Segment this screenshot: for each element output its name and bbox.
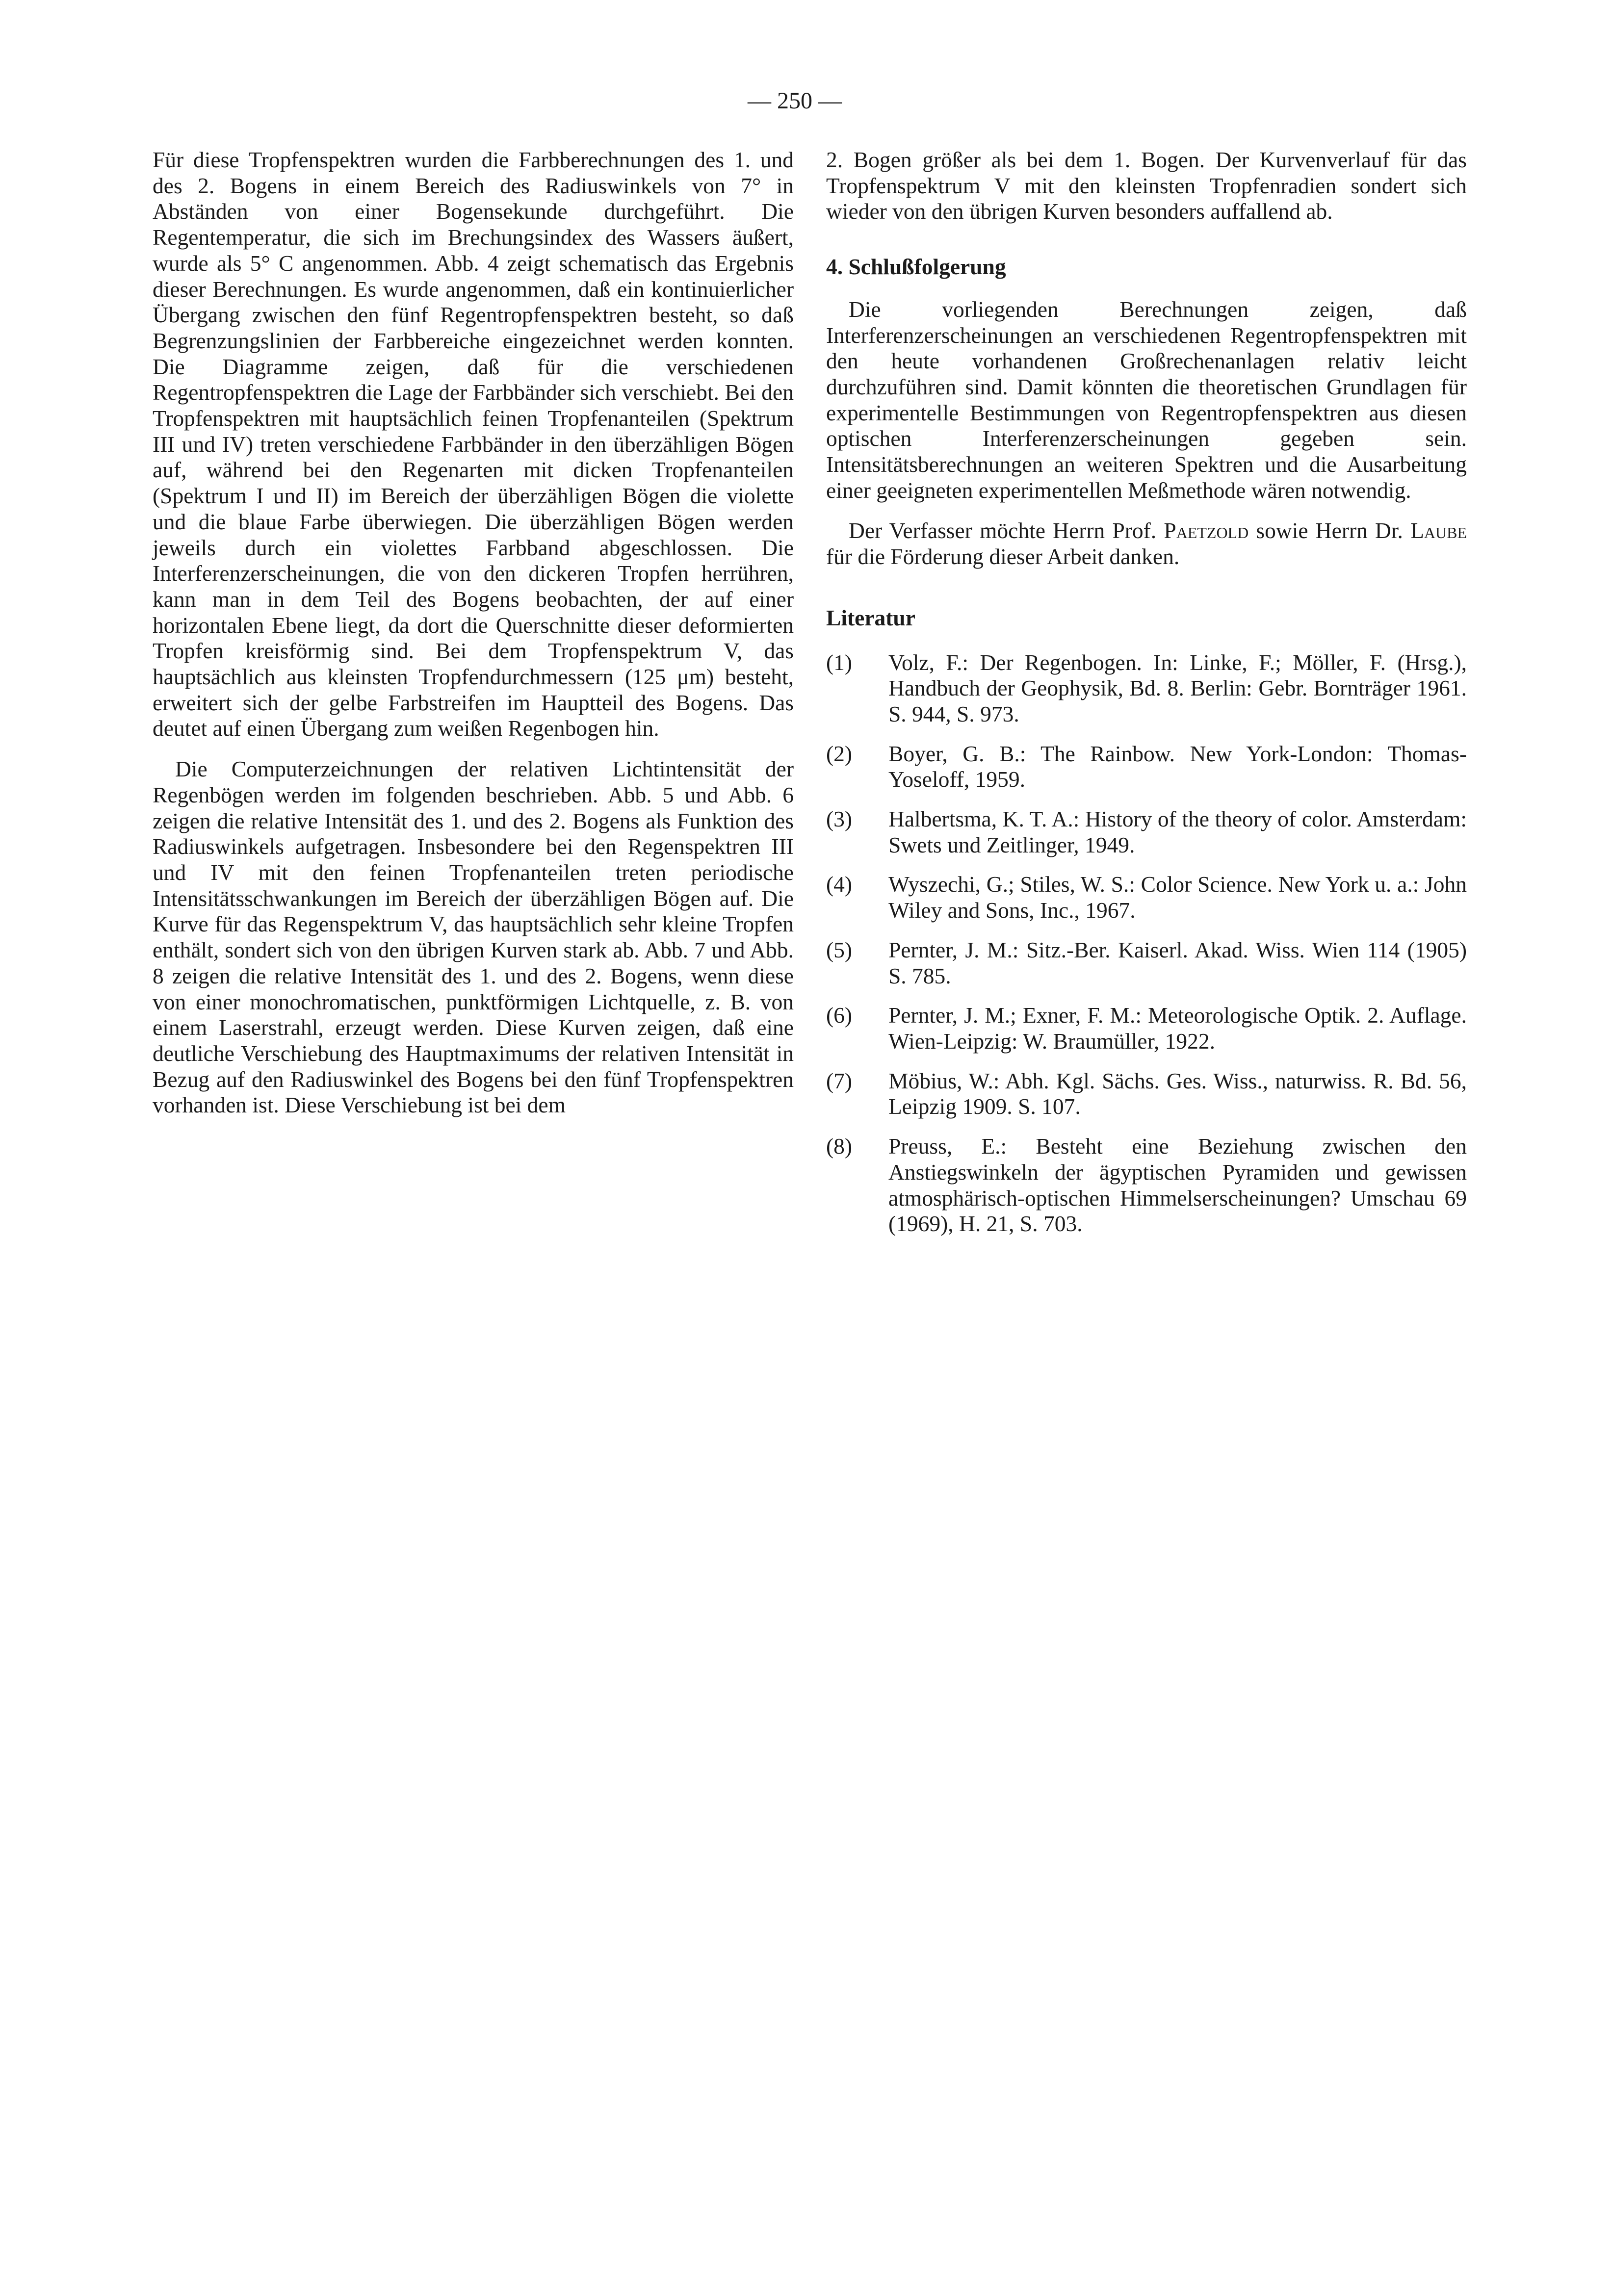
ack-name-paetzold: Paetzold [1164,518,1249,543]
reference-text: Möbius, W.: Abh. Kgl. Sächs. Ges. Wiss., naturwiss. R. Bd. 56, Leipzig 1909. S. 107. [888,1068,1467,1119]
body-paragraph-1: Für diese Tropfenspektren wurden die Farbberechnungen des 1. und des 2. Bogens in einem Bereich des Radiuswinkels von 7° in Abständen von einer Bogensekunde durchgeführt. Die Regentemperatur, die sich im Brechungsindex des Wassers äußert, wurde als 5° C angenommen. Abb. 4 zeigt schematisch das Ergebnis dieser Berechnungen. Es wurde angenommen, daß ein kontinuierlicher Übergang zwischen den fünf Regentropfenspektren besteht, so daß Begrenzungslinien der Farbbereiche eingezeichnet werden konnten. Die Diagramme zeigen, daß für die verschiedenen Regentropfenspektren die Lage der Farbbänder sich verschiebt. Bei den Tropfenspektren mit hauptsächlich feinen Tropfenanteilen (Spektrum III und IV) treten verschiedene Farbbänder in den überzähligen Bögen auf, während bei den Regenarten mit dicken Tropfenanteilen (Spektrum I und II) im Bereich der überzähligen Bögen die violette und die blaue Farbe überwiegen. Die überzähligen Bögen werden jeweils durch ein violettes Farbband abgeschlossen. Die Interferenzerscheinungen, die von den dickeren Tropfen herrühren, kann man in dem Teil des Bogens beobachten, der auf einer horizontalen Ebene liegt, da dort die Querschnitte dieser deformierten Tropfen kreisförmig sind. Bei dem Tropfenspektrum V, das hauptsächlich aus kleinsten Tropfendurchmessern (125 μm) besteht, erweitert sich der gelbe Farbstreifen im Hauptteil des Bogens. Das deutet auf einen Übergang zum weißen Regenbogen hin. [153,147,794,741]
reference-item [826,1134,1467,1237]
reference-text: Preuss, E.: Besteht eine Beziehung zwischen den Anstiegswinkeln der ägyptischen Pyramiden und gewissen atmosphärisch-optischen Himmelserscheinungen? Umschau 69 (1969), H. 21, S. 703. [888,1134,1467,1237]
reference-item [826,937,1467,989]
section-heading-conclusion: 4. Schlußfolgerung [826,254,1006,280]
ack-name-laube: Laube [1410,518,1467,543]
body-paragraph-2: Die Computerzeichnungen der relativen Lichtintensität der Regenbögen werden im folgenden beschrieben. Abb. 5 und Abb. 6 zeigen die relative Intensität des 1. und des 2. Bogens als Funktion des Radiuswinkels aufgetragen. Insbesondere bei den Regenspektren III und IV mit den feinen Tropfenanteilen treten periodische Intensitätsschwankungen im Bereich der überzähligen Bögen auf. Die Kurve für das Regenspektrum V, das hauptsächlich sehr kleine Tropfen enthält, sondert sich von den übrigen Kurven stark ab. Abb. 7 und Abb. 8 zeigen die relative Intensität des 1. und des 2. Bogens, wenn diese von einer monochromatischen, punktförmigen Lichtquelle, z. B. von einem Laserstrahl, erzeugt werden. Diese Kurven zeigen, daß eine deutliche Verschiebung des Hauptmaximums der relativen Intensität in Bezug auf den Radiuswinkel des Bogens bei den fünf Tropfenspektren vorhanden ist. Diese Verschiebung ist bei dem [153,756,794,1118]
reference-item [826,650,1467,727]
reference-item [826,872,1467,923]
reference-text: Pernter, J. M.; Exner, F. M.: Meteorologische Optik. 2. Auflage. Wien-Leipzig: W. Braumüller, 1922. [888,1003,1467,1054]
reference-text: Halbertsma, K. T. A.: History of the theory of color. Amsterdam: Swets und Zeitlinger, 1949. [888,806,1467,857]
reference-number: (7) [826,1068,853,1093]
reference-number: (1) [826,649,853,675]
acknowledgement-paragraph [826,518,1467,569]
reference-number: (8) [826,1134,853,1159]
reference-list [826,650,1467,1237]
right-column [826,147,1467,1251]
reference-text: Wyszechi, G.; Stiles, W. S.: Color Science. New York u. a.: John Wiley and Sons, Inc., 1967. [888,872,1467,923]
ack-prefix: Der Verfasser möchte Herrn Prof. [849,518,1157,543]
reference-item [826,741,1467,793]
ack-suffix: für die Förderung dieser Arbeit danken. [826,544,1180,569]
page-number: — 250 — [748,88,842,114]
reference-number: (6) [826,1003,853,1028]
reference-text: Volz, F.: Der Regenbogen. In: Linke, F.; Möller, F. (Hrsg.), Handbuch der Geophysik, Bd. 8. Berlin: Gebr. Bornträger 1961. S. 944, S. 973. [888,649,1467,726]
reference-item [826,1068,1467,1120]
reference-number: (3) [826,806,853,832]
conclusion-paragraph: Die vorliegenden Berechnungen zeigen, daß Interferenzerscheinungen an verschiedenen Regentropfenspektren mit den heute vorhandenen Großrechenanlagen relativ leicht durchzuführen sind. Damit könnten die theoretischen Grundlagen für experimentelle Bestimmungen von Regentropfenspektren aus diesen optischen Interferenzerscheinungen gegeben sein. Intensitätsberechnungen an weiteren Spektren und die Ausarbeitung einer geeigneten experimentellen Meßmethode wären notwendig. [826,296,1467,503]
reference-number: (2) [826,741,853,766]
reference-number: (5) [826,937,853,962]
ack-middle: sowie Herrn Dr. [1256,518,1403,543]
reference-item [826,806,1467,858]
reference-text: Boyer, G. B.: The Rainbow. New York-London: Thomas-Yoseloff, 1959. [888,741,1467,792]
reference-number: (4) [826,872,853,897]
reference-item [826,1003,1467,1054]
reference-text: Pernter, J. M.: Sitz.-Ber. Kaiserl. Akad. Wiss. Wien 114 (1905) S. 785. [888,937,1467,988]
left-column [153,147,794,1118]
literature-heading: Literatur [826,605,915,630]
body-paragraph-continued: 2. Bogen größer als bei dem 1. Bogen. Der Kurvenverlauf für das Tropfenspektrum V mit den kleinsten Tropfenradien sondert sich wieder von den übrigen Kurven besonders auffallend ab. [826,147,1467,224]
